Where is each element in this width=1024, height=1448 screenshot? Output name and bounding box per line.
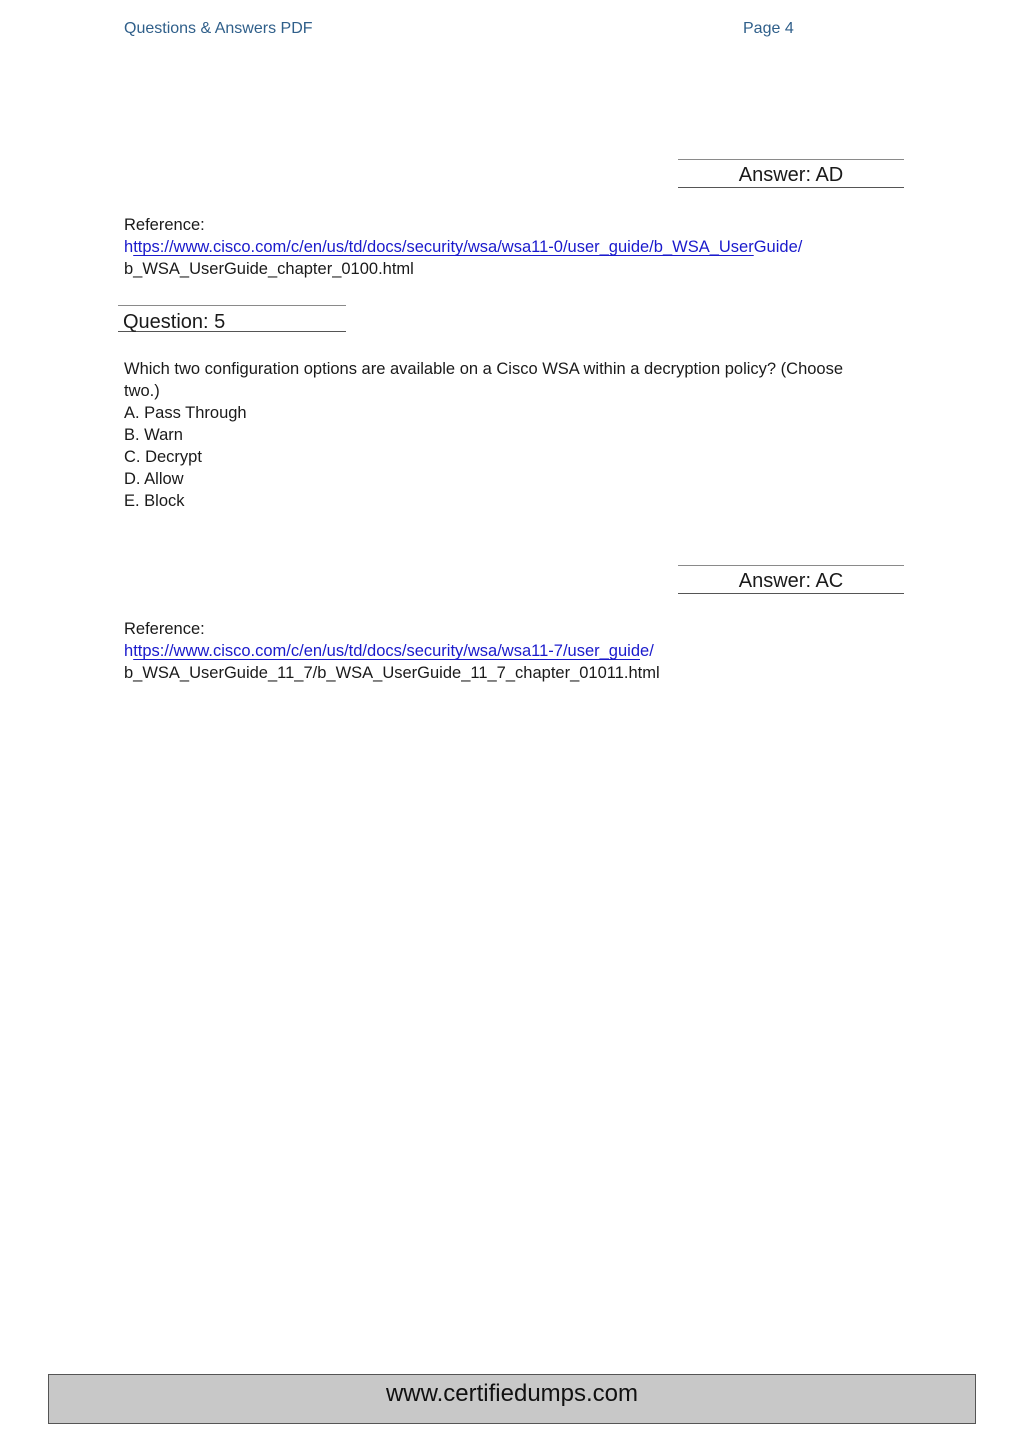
reference-label: Reference: [124, 620, 205, 638]
option-e: E. Block [124, 492, 185, 510]
option-a: A. Pass Through [124, 404, 247, 422]
option-b: B. Warn [124, 426, 183, 444]
reference-link[interactable] [124, 640, 654, 662]
page-number: Page 4 [743, 20, 794, 37]
option-c: C. Decrypt [124, 448, 202, 466]
reference-link-line2: b_WSA_UserGuide_11_7/b_WSA_UserGuide_11_7_chapter_01011.html [124, 664, 660, 682]
link-rest[interactable]: e/ [640, 642, 654, 660]
reference-link-line2: b_WSA_UserGuide_chapter_0100.html [124, 260, 414, 278]
footer-site[interactable]: www.certifiedumps.com [385, 1380, 639, 1407]
question-text-line1: Which two configuration options are available on a Cisco WSA within a decryption policy? (Choose [124, 360, 844, 378]
answer-text: Answer: AD [738, 164, 844, 186]
question-title: Question: 5 [123, 311, 226, 333]
answer-box [678, 565, 904, 594]
link-start[interactable]: h [124, 238, 134, 256]
answer-box-prev [678, 159, 904, 188]
option-d: D. Allow [124, 470, 184, 488]
reference-label: Reference: [124, 216, 205, 234]
link-rest[interactable]: Guide/ [753, 238, 803, 256]
answer-text: Answer: AC [738, 570, 844, 592]
reference-link[interactable] [124, 236, 802, 258]
header-title: Questions & Answers PDF [124, 20, 313, 37]
question-text-line2: two.) [124, 382, 160, 400]
question-header [118, 305, 346, 332]
link-start[interactable]: h [124, 642, 134, 660]
footer-banner [48, 1374, 976, 1424]
link-underlined[interactable]: ttps://www.cisco.com/c/en/us/td/docs/security/wsa/wsa11-7/user_guid [133, 642, 641, 660]
link-underlined[interactable]: ttps://www.cisco.com/c/en/us/td/docs/security/wsa/wsa11-0/user_guide/b_WSA_User [133, 238, 754, 256]
